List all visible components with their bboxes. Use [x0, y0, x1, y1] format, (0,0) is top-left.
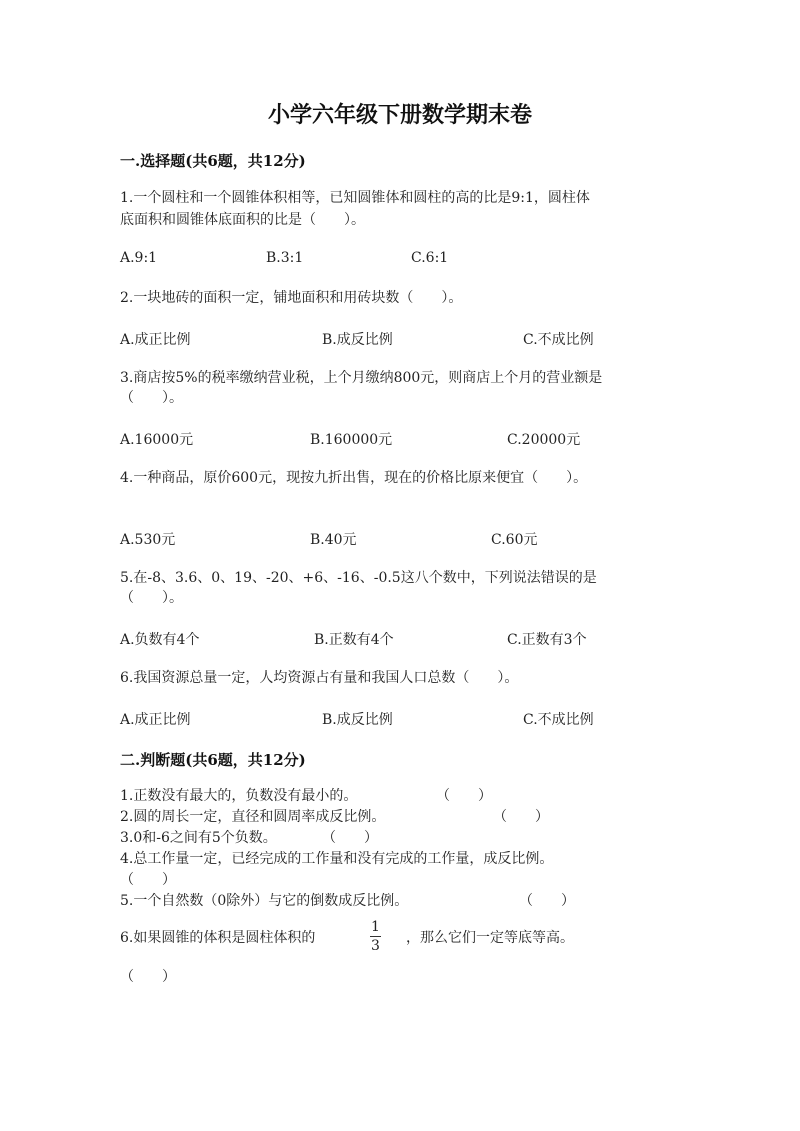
option-c: C.60元	[491, 532, 538, 548]
question-line: 2.一块地砖的面积一定，铺地面积和用砖块数（ ）。	[120, 290, 463, 306]
question-line: 底面积和圆锥体底面积的比是（ ）。	[120, 212, 365, 228]
option-c: C.6:1	[411, 250, 449, 266]
fraction-bar	[370, 936, 381, 937]
question-line: （ ）。	[120, 590, 183, 606]
statement-line: 5.一个自然数（0除外）与它的倒数成反比例。	[120, 893, 409, 909]
option-b: B.正数有4个	[314, 632, 394, 648]
page-title: 小学六年级下册数学期末卷	[267, 102, 532, 128]
answer-blank[interactable]: （ ）	[322, 830, 378, 846]
option-a: A.9:1	[120, 250, 158, 266]
option-a: A.成正比例	[120, 712, 191, 728]
answer-blank[interactable]: （ ）	[436, 788, 492, 804]
option-b: B.160000元	[310, 432, 393, 448]
option-c: C.正数有3个	[507, 632, 587, 648]
answer-blank[interactable]: （ ）	[120, 969, 176, 985]
answer-blank[interactable]: （ ）	[120, 872, 176, 888]
option-b: B.成反比例	[322, 712, 393, 728]
answer-blank[interactable]: （ ）	[519, 893, 575, 909]
fraction	[370, 920, 381, 954]
statement-line: 6.如果圆锥的体积是圆柱体积的	[120, 930, 316, 946]
question-line: 4.一种商品，原价600元，现按九折出售，现在的价格比原来便宜（ ）。	[120, 470, 588, 486]
answer-blank[interactable]: （ ）	[493, 809, 549, 825]
question-line: 5.在-8、3.6、0、19、-20、+6、-16、-0.5这八个数中，下列说法错误的是	[120, 570, 597, 586]
question-line: 6.我国资源总量一定，人均资源占有量和我国人口总数（ ）。	[120, 670, 519, 686]
question-line: 1.一个圆柱和一个圆锥体积相等，已知圆锥体和圆柱的高的比是9:1，圆柱体	[120, 190, 590, 206]
option-b: B.3:1	[266, 250, 304, 266]
statement-line: 1.正数没有最大的，负数没有最小的。	[120, 788, 358, 804]
option-a: A.负数有4个	[120, 632, 200, 648]
option-b: B.40元	[310, 532, 357, 548]
fraction-numerator: 1	[371, 919, 380, 935]
question-line: （ ）。	[120, 390, 183, 406]
statement-line: 4.总工作量一定，已经完成的工作量和没有完成的工作量，成反比例。	[120, 851, 554, 867]
option-c: C.不成比例	[523, 332, 594, 348]
section-heading-choice: 一.选择题(共6题，共12分)	[120, 152, 306, 170]
question-line: 3.商店按5%的税率缴纳营业税，上个月缴纳800元，则商店上个月的营业额是	[120, 370, 603, 386]
option-a: A.成正比例	[120, 332, 191, 348]
fraction-denominator: 3	[371, 938, 380, 954]
option-c: C.不成比例	[523, 712, 594, 728]
statement-line: 3.0和-6之间有5个负数。	[120, 830, 277, 846]
statement-line-continued: ，那么它们一定等底等高。	[406, 930, 574, 946]
option-a: A.530元	[120, 532, 176, 548]
section-heading-judgment: 二.判断题(共6题，共12分)	[120, 751, 306, 769]
option-a: A.16000元	[120, 432, 194, 448]
option-c: C.20000元	[507, 432, 581, 448]
option-b: B.成反比例	[322, 332, 393, 348]
statement-line: 2.圆的周长一定，直径和圆周率成反比例。	[120, 809, 386, 825]
